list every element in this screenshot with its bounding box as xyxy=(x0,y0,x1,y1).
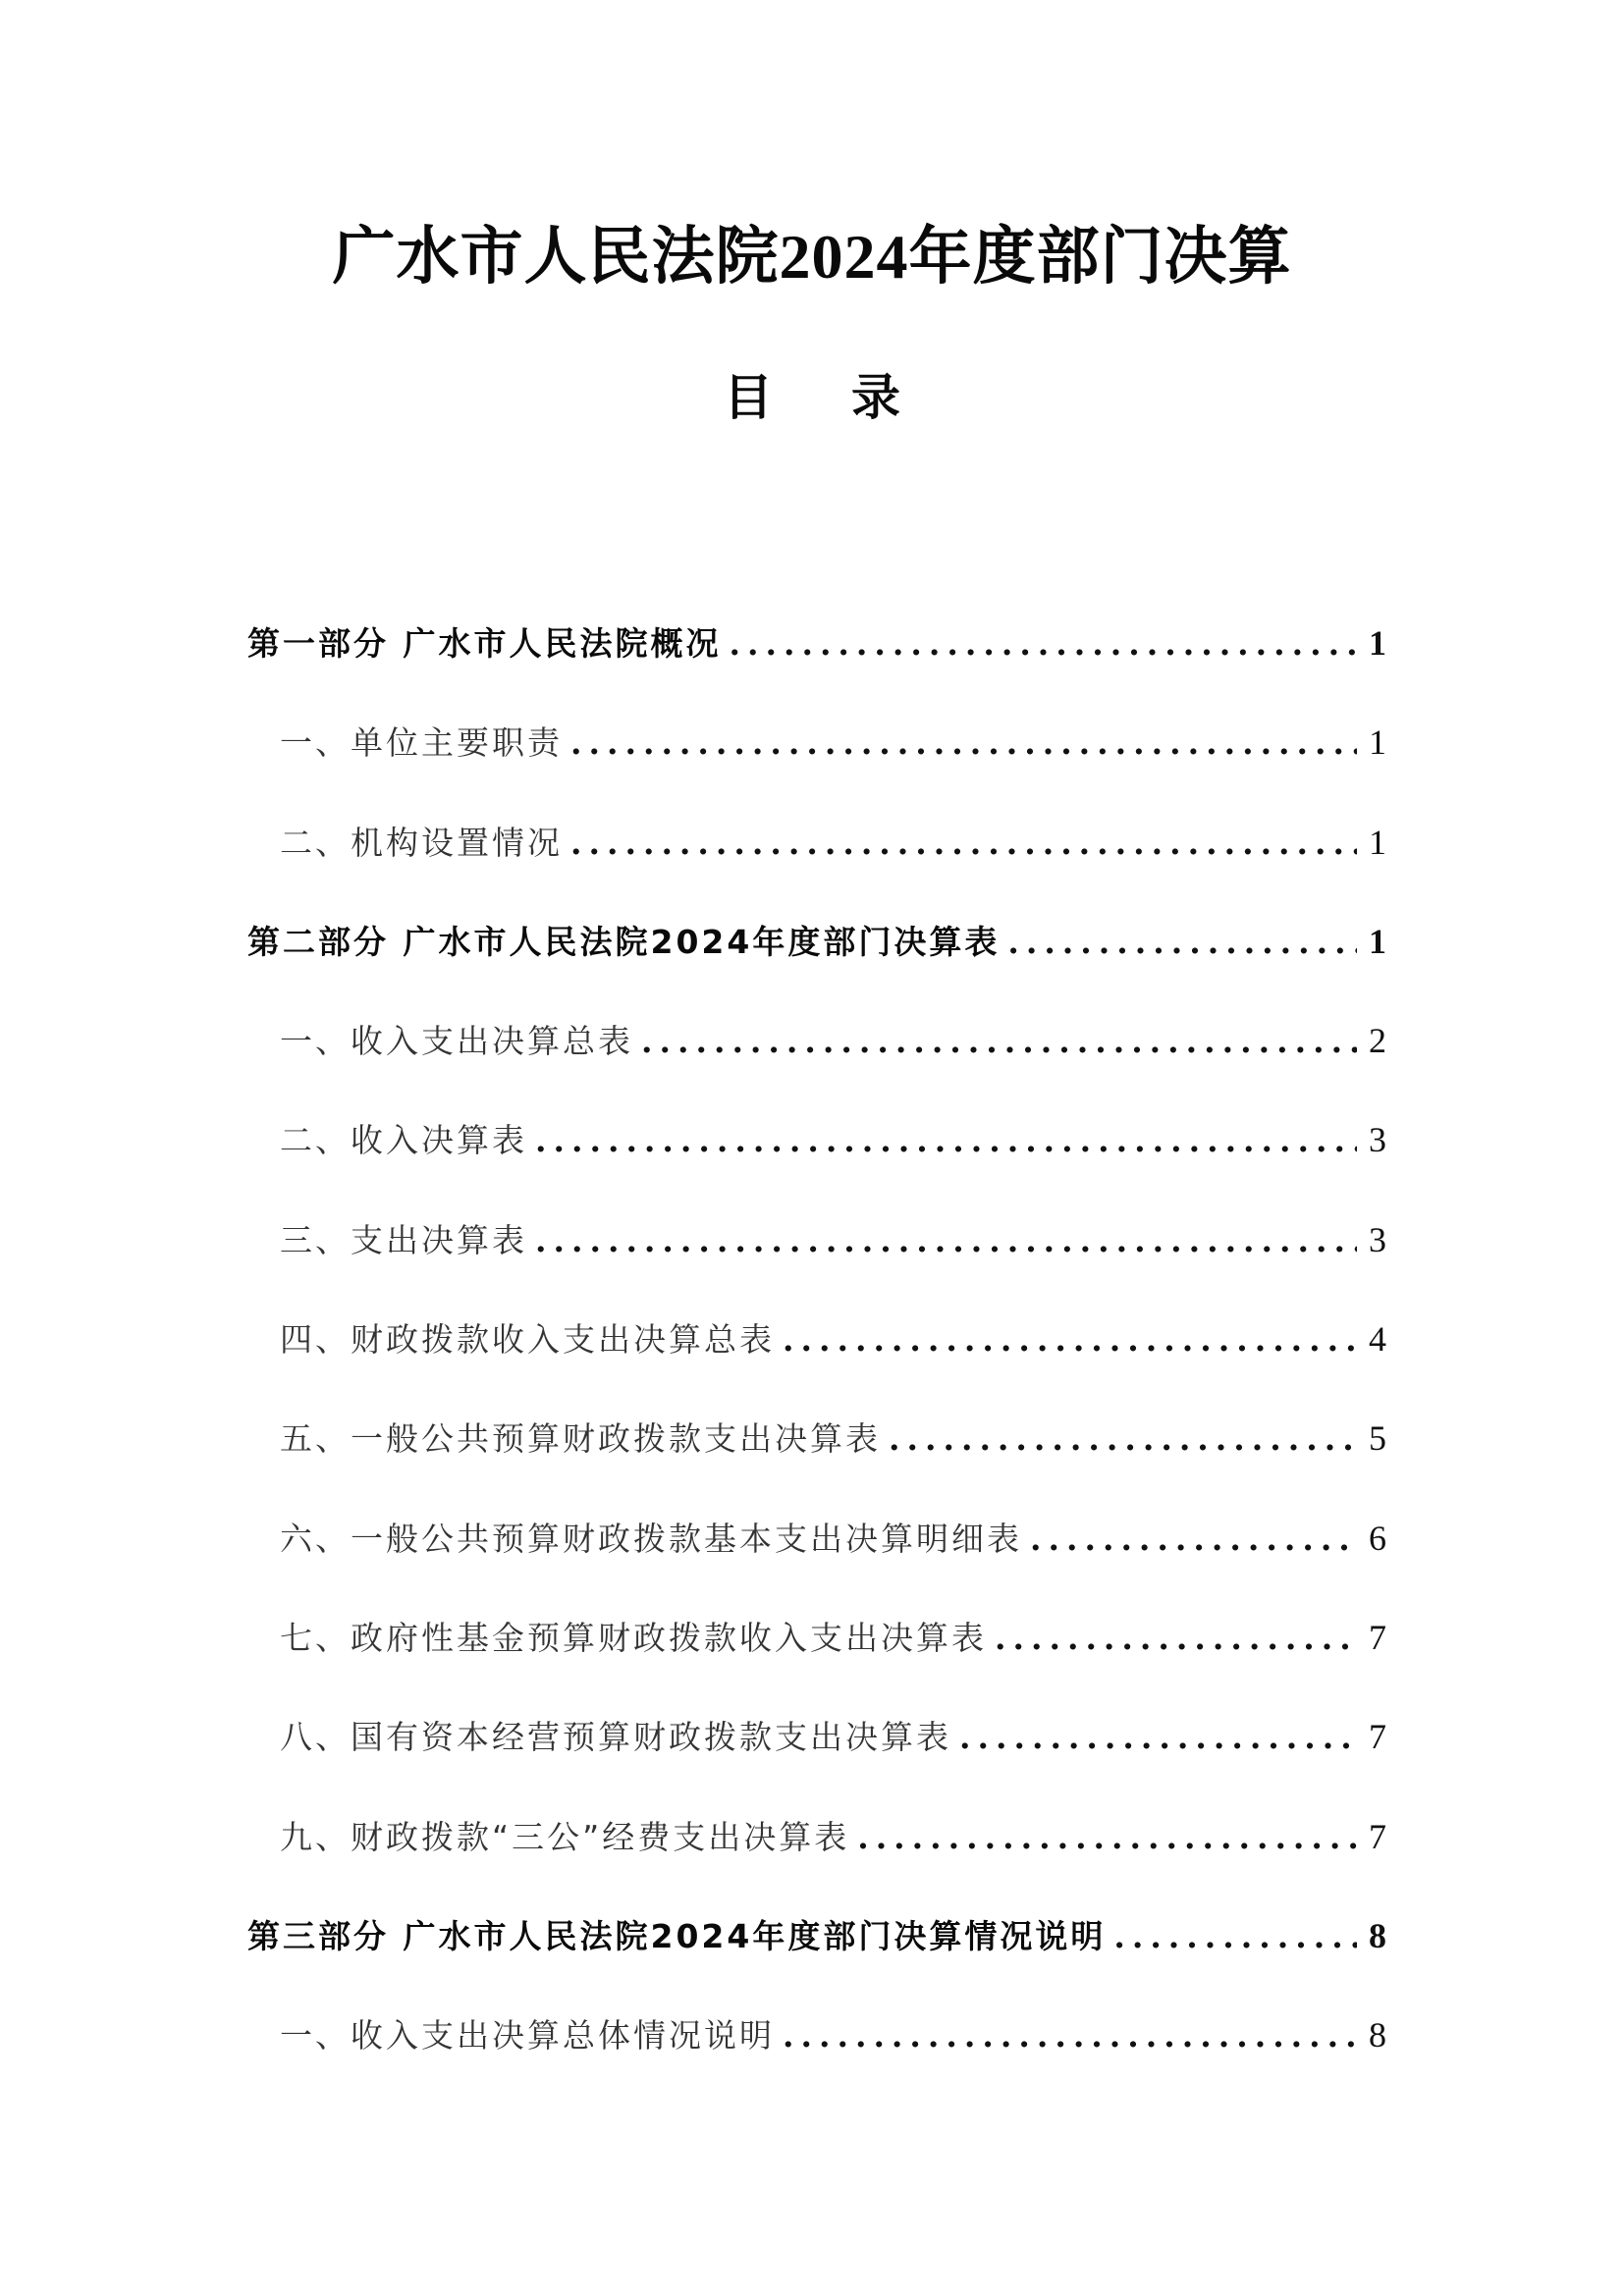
dot-leader xyxy=(857,1788,1357,1887)
toc-entry-page-number: 1 xyxy=(1369,623,1386,663)
toc-entry-label: 八、国有资本经营预算财政拨款支出决算表 xyxy=(280,1718,951,1757)
toc-heading-char-1: 目 xyxy=(724,370,773,425)
dot-leader xyxy=(889,1389,1357,1488)
toc-entry-part-1[interactable] xyxy=(247,594,1386,693)
toc-entry-label: 第三部分 广水市人民法院2024年度部门决算情况说明 xyxy=(247,1916,1107,1955)
toc-entry-label: 六、一般公共预算财政拨款基本支出决算明细表 xyxy=(280,1519,1022,1558)
toc-entry-page-number: 8 xyxy=(1369,1915,1386,1955)
toc-entry-label: 二、收入决算表 xyxy=(280,1121,527,1160)
toc-entry-page-number: 3 xyxy=(1369,1219,1386,1259)
toc-entry[interactable] xyxy=(247,1588,1386,1687)
dot-leader xyxy=(783,1986,1357,2085)
dot-leader xyxy=(1007,892,1357,991)
toc-entry-page-number: 8 xyxy=(1369,2015,1386,2056)
toc-entry[interactable] xyxy=(247,793,1386,892)
dot-leader xyxy=(1113,1887,1357,1986)
dot-leader xyxy=(730,594,1358,693)
toc-entry-label: 五、一般公共预算财政拨款支出决算表 xyxy=(280,1419,881,1459)
toc-entry-page-number: 4 xyxy=(1369,1319,1386,1360)
toc-entry[interactable] xyxy=(247,693,1386,792)
dot-leader xyxy=(959,1687,1357,1787)
document-title: 广水市人民法院2024年度部门决算 xyxy=(332,222,1292,292)
toc-entry-page-number: 2 xyxy=(1369,1021,1386,1061)
dot-leader xyxy=(570,693,1357,792)
toc-entry[interactable] xyxy=(247,991,1386,1091)
dot-leader xyxy=(641,991,1357,1091)
toc-heading-char-2: 录 xyxy=(851,370,900,425)
toc-entry-label: 三、支出决算表 xyxy=(280,1220,527,1259)
toc-entry[interactable] xyxy=(247,1191,1386,1290)
dot-leader xyxy=(783,1290,1357,1389)
toc-entry-label: 七、政府性基金预算财政拨款收入支出决算表 xyxy=(280,1618,987,1657)
toc-entry-page-number: 5 xyxy=(1369,1418,1386,1459)
toc-entry[interactable] xyxy=(247,1290,1386,1389)
toc-entry-label: 一、单位主要职责 xyxy=(280,723,563,763)
toc-entry-part-3[interactable] xyxy=(247,1887,1386,1986)
toc-entry-label: 四、财政拨款收入支出决算总表 xyxy=(280,1320,775,1360)
table-of-contents xyxy=(247,594,1386,2085)
toc-entry-page-number: 7 xyxy=(1369,1816,1386,1856)
toc-entry-page-number: 1 xyxy=(1369,822,1386,862)
toc-entry-page-number: 7 xyxy=(1369,1617,1386,1657)
toc-entry-label: 九、财政拨款“三公”经费支出决算表 xyxy=(280,1817,850,1856)
dot-leader xyxy=(995,1588,1357,1687)
toc-entry-part-2[interactable] xyxy=(247,892,1386,991)
dot-leader xyxy=(570,793,1357,892)
toc-entry-label: 一、收入支出决算总表 xyxy=(280,1022,633,1061)
toc-entry[interactable] xyxy=(247,1788,1386,1887)
dot-leader xyxy=(1030,1489,1357,1588)
toc-entry[interactable] xyxy=(247,1091,1386,1190)
toc-heading xyxy=(0,365,1624,430)
dot-leader xyxy=(535,1191,1357,1290)
toc-entry[interactable] xyxy=(247,1986,1386,2085)
toc-entry-page-number: 1 xyxy=(1369,722,1386,763)
toc-entry[interactable] xyxy=(247,1489,1386,1588)
toc-entry-page-number: 1 xyxy=(1369,921,1386,961)
toc-entry-label: 第一部分 广水市人民法院概况 xyxy=(247,624,722,663)
toc-entry[interactable] xyxy=(247,1687,1386,1787)
toc-entry-label: 第二部分 广水市人民法院2024年度部门决算表 xyxy=(247,922,1001,961)
toc-entry-page-number: 6 xyxy=(1369,1518,1386,1558)
dot-leader xyxy=(535,1091,1357,1190)
toc-entry-label: 一、收入支出决算总体情况说明 xyxy=(280,2016,775,2056)
toc-entry[interactable] xyxy=(247,1389,1386,1488)
toc-entry-page-number: 7 xyxy=(1369,1717,1386,1757)
toc-entry-page-number: 3 xyxy=(1369,1120,1386,1160)
toc-entry-label: 二、机构设置情况 xyxy=(280,823,563,862)
